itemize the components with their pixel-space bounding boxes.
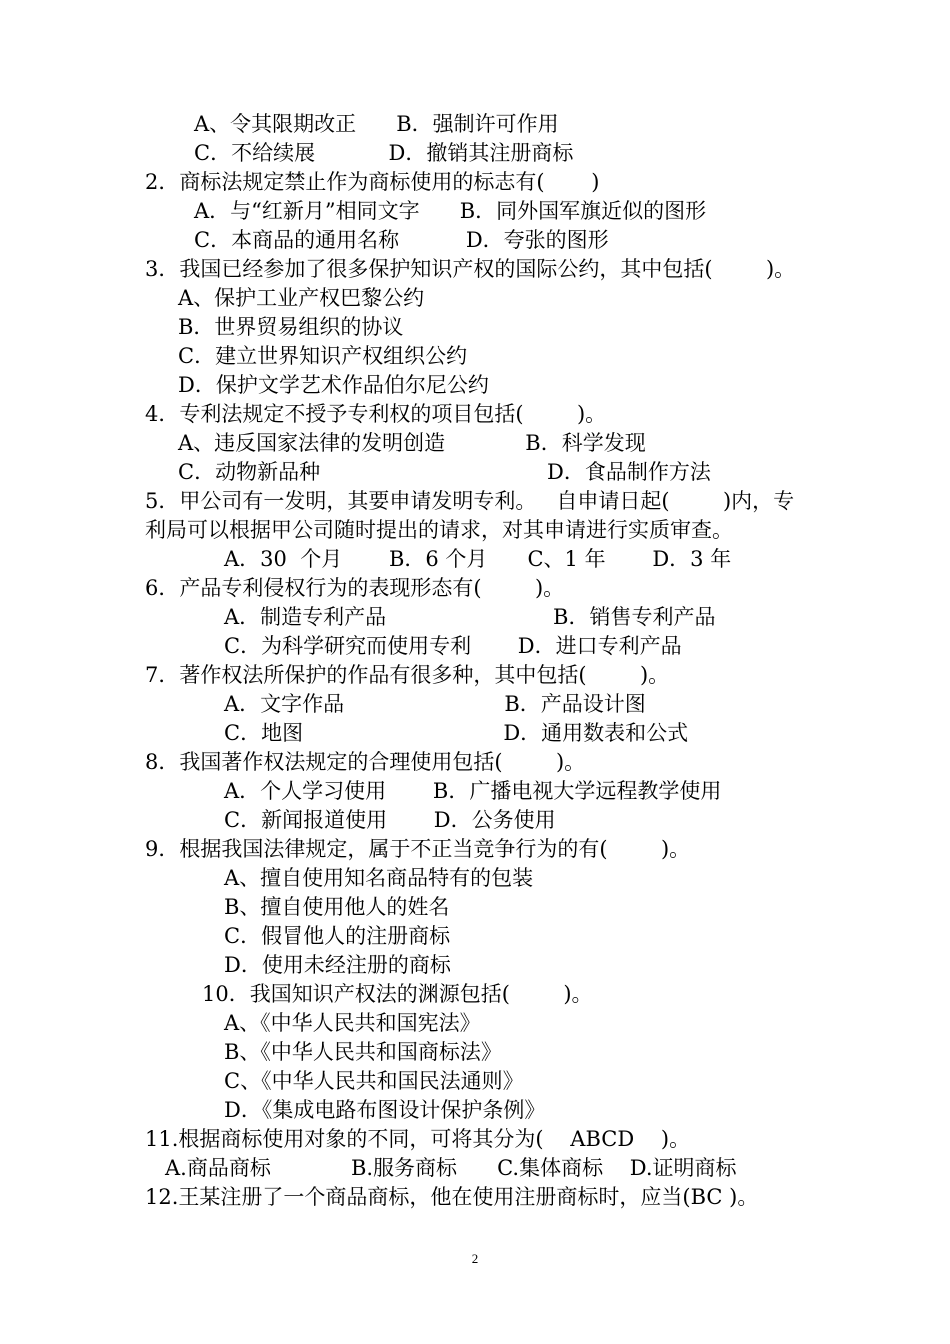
- q6-options-ab: A．制造专利产品 B．销售专利产品: [224, 605, 716, 629]
- q1-options-ab: A、令其限期改正 B．强制许可作用: [194, 112, 559, 136]
- q7-options-ab: A．文字作品 B．产品设计图: [224, 692, 646, 716]
- q4-options-ab: A、违反国家法律的发明创造 B．科学发现: [178, 431, 646, 455]
- q9-option-c: C．假冒他人的注册商标: [224, 924, 451, 948]
- q3-option-b: B．世界贸易组织的协议: [178, 315, 404, 339]
- q8-options-ab: A．个人学习使用 B．广播电视大学远程教学使用: [224, 779, 722, 803]
- q8-options-cd: C．新闻报道使用 D．公务使用: [224, 808, 556, 832]
- q10-option-d: D．《集成电路布图设计保护条例》: [224, 1098, 546, 1122]
- question-12: 12.王某注册了一个商品商标，他在使用注册商标时，应当(BC )。: [145, 1185, 759, 1209]
- q9-option-d: D．使用未经注册的商标: [224, 953, 451, 977]
- q3-option-c: C．建立世界知识产权组织公约: [178, 344, 468, 368]
- question-7: 7．著作权法所保护的作品有很多种，其中包括( )。: [145, 663, 670, 687]
- q3-option-d: D．保护文学艺术作品伯尔尼公约: [178, 373, 489, 397]
- q10-option-a: A、《中华人民共和国宪法》: [224, 1011, 481, 1035]
- question-11: 11.根据商标使用对象的不同，可将其分为( ABCD )。: [145, 1127, 691, 1151]
- q10-option-c: C、《中华人民共和国民法通则》: [224, 1069, 524, 1093]
- q4-options-cd: C．动物新品种 D．食品制作方法: [178, 460, 711, 484]
- q2-options-ab: A．与“红新月”相同文字 B．同外国军旗近似的图形: [194, 199, 707, 223]
- q9-option-b: B、擅自使用他人的姓名: [224, 895, 450, 919]
- question-2: 2．商标法规定禁止作为商标使用的标志有( ): [145, 170, 600, 194]
- question-3: 3．我国已经参加了很多保护知识产权的国际公约，其中包括( )。: [145, 257, 796, 281]
- question-10: 10．我国知识产权法的渊源包括( )。: [202, 982, 593, 1006]
- q5-options: A．30 个月 B．6 个月 C、1 年 D．3 年: [224, 547, 732, 571]
- question-4: 4．专利法规定不授予专利权的项目包括( )。: [145, 402, 607, 426]
- q1-options-cd: C．不给续展 D．撤销其注册商标: [194, 141, 574, 165]
- q9-option-a: A、擅自使用知名商品特有的包装: [224, 866, 534, 890]
- page-number: 2: [471, 1251, 479, 1266]
- question-9: 9．根据我国法律规定，属于不正当竞争行为的有( )。: [145, 837, 691, 861]
- q3-option-a: A、保护工业产权巴黎公约: [178, 286, 425, 310]
- q6-options-cd: C．为科学研究而使用专利 D．进口专利产品: [224, 634, 682, 658]
- q10-option-b: B、《中华人民共和国商标法》: [224, 1040, 502, 1064]
- q11-options: A.商品商标 B.服务商标 C.集体商标 D.证明商标: [165, 1156, 737, 1180]
- question-5-line-1: 5．甲公司有一发明，其要申请发明专利。 自申请日起( )内，专: [145, 489, 795, 513]
- q2-options-cd: C．本商品的通用名称 D．夸张的图形: [194, 228, 609, 252]
- q7-options-cd: C．地图 D．通用数表和公式: [224, 721, 689, 745]
- question-5-line-2: 利局可以根据甲公司随时提出的请求，对其申请进行实质审查。: [145, 518, 733, 542]
- question-6: 6．产品专利侵权行为的表现形态有( )。: [145, 576, 565, 600]
- question-8: 8．我国著作权法规定的合理使用包括( )。: [145, 750, 586, 774]
